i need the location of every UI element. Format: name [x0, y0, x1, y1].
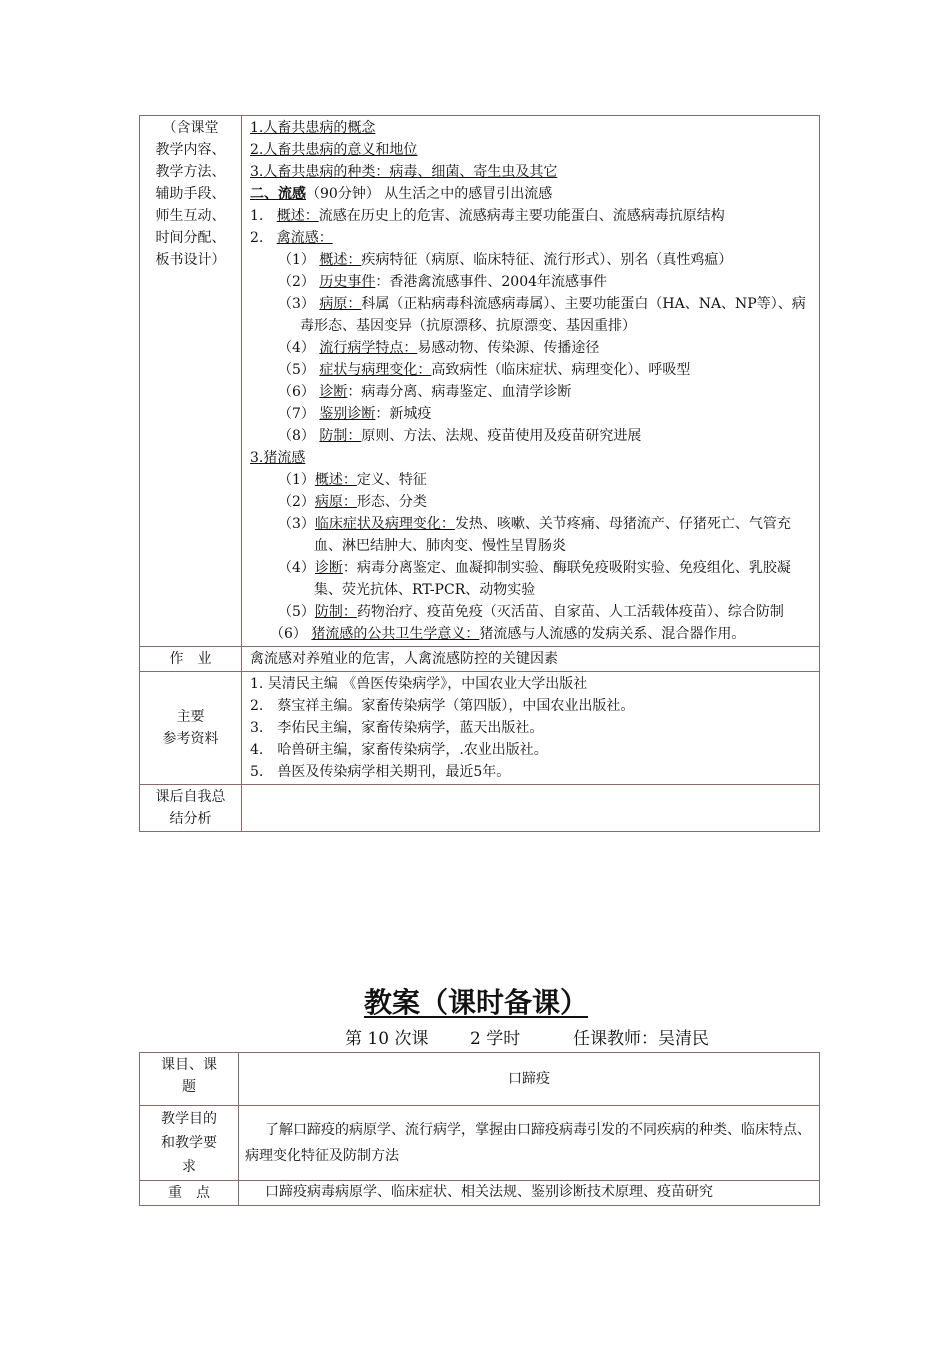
- goal-label: 和教学要: [161, 1135, 217, 1151]
- lesson-hours: 2 学时: [470, 1029, 521, 1049]
- homework-label: 作 业: [140, 647, 242, 672]
- topic-label: 课目、课: [161, 1057, 217, 1073]
- key-points-text: 口蹄疫病毒病原学、临床症状、相关法规、鉴别诊断技术原理、疫苗研究: [239, 1181, 820, 1206]
- references-label-cell: [140, 672, 242, 785]
- content-label-line: 教学内容、: [155, 142, 226, 158]
- item-heading: 禽流感：: [276, 230, 333, 246]
- sub-heading: 流行病学特点：: [319, 340, 418, 356]
- sub-text: 药物治疗、疫苗免疫（灭活苗、自家苗、人工活载体疫苗）、综合防制: [356, 604, 784, 620]
- sub-heading: 防制：: [319, 428, 362, 444]
- sub-text: 高致病性（临床症状、病理变化）、呼吸型: [431, 362, 691, 378]
- content-label-line: 教学方法、: [155, 164, 226, 180]
- sub-text: 发热、咳嗽、关节疼痛、母猪流产、仔猪死亡、气管充血、淋巴结肿大、肺肉变、慢性呈胃肠炎: [314, 516, 791, 554]
- item-heading: 概述：: [276, 208, 319, 224]
- self-analysis-body: [242, 785, 820, 832]
- sub-text: 形态、分类: [356, 494, 427, 510]
- homework-text: 禽流感对养殖业的危害，人禽流感防控的关键因素: [242, 647, 820, 672]
- lesson-content-table: [139, 115, 820, 832]
- sub-number: （4）: [278, 340, 315, 356]
- sub-number: （5）: [278, 604, 315, 620]
- item-number: 1.: [250, 208, 264, 224]
- sub-text: ：香港禽流感事件、2004年流感事件: [375, 274, 608, 290]
- sub-number: （8）: [278, 428, 315, 444]
- references-list: [242, 672, 820, 785]
- teacher-name: 任课教师：吴清民: [573, 1029, 709, 1049]
- sub-heading: 防制：: [314, 604, 357, 620]
- sub-text: 科属（正粘病毒科流感病毒属）、主要功能蛋白（HA、NA、NP等）、病毒形态、基因变异（抗原漂移、抗原漂变、基因重排）: [300, 296, 806, 334]
- goal-text: 了解口蹄疫的病原学、流行病学，掌握由口蹄疫病毒引发的不同疾病的种类、临床特点、病理变化特征及防制方法: [239, 1106, 820, 1181]
- item-text: 流感在历史上的危害、流感病毒主要功能蛋白、流感病毒抗原结构: [318, 208, 725, 224]
- sub-number: （6）: [278, 384, 315, 400]
- outline-item: 3.人畜共患病的种类：病毒、细菌、寄生虫及其它: [250, 164, 558, 180]
- sub-heading: 概述：: [319, 252, 362, 268]
- sub-number: （2）: [278, 494, 315, 510]
- topic-label: 题: [182, 1079, 196, 1095]
- sub-number: （3）: [278, 516, 315, 532]
- sub-number: （7）: [278, 406, 315, 422]
- sub-heading: 临床症状及病理变化：: [314, 516, 455, 532]
- sub-text: 易感动物、传染源、传播途径: [417, 340, 600, 356]
- goal-label-cell: [140, 1106, 239, 1181]
- outline-item: 2.人畜共患病的意义和地位: [250, 142, 418, 158]
- key-points-label: 重 点: [140, 1181, 239, 1206]
- content-label-line: 时间分配、: [155, 230, 226, 246]
- sub-heading: 历史事件: [319, 274, 376, 290]
- content-label-cell: [140, 116, 242, 647]
- goal-label: 教学目的: [161, 1111, 217, 1127]
- sub-heading: 鉴别诊断: [319, 406, 376, 422]
- lesson-plan-table: [139, 1052, 820, 1206]
- homework-row: [140, 647, 820, 672]
- sub-number: （1）: [278, 472, 315, 488]
- sub-number: （2）: [278, 274, 315, 290]
- content-body-cell: [242, 116, 820, 647]
- sub-heading: 诊断: [319, 384, 348, 400]
- references-label: 参考资料: [162, 731, 219, 747]
- sub-heading: 病原：: [319, 296, 362, 312]
- reference-item: 2. 蔡宝祥主编。家畜传染病学（第四版），中国农业出版社。: [250, 698, 635, 714]
- reference-item: 1. 吴清民主编 《兽医传染病学》，中国农业大学出版社: [250, 676, 588, 692]
- sub-heading: 诊断: [314, 560, 343, 576]
- references-row: [140, 672, 820, 785]
- section-heading-note: （90分钟） 从生活之中的感冒引出流感: [306, 186, 553, 202]
- sub-number: （3）: [278, 296, 315, 312]
- sub-text: ：病毒分离、病毒鉴定、血清学诊断: [347, 384, 572, 400]
- outline-item: 1.人畜共患病的概念: [250, 120, 376, 136]
- item-number: 2.: [250, 230, 264, 246]
- lesson-number: 第 10 次课: [345, 1029, 429, 1049]
- topic-label-cell: [140, 1053, 239, 1106]
- content-label-line: 板书设计）: [155, 252, 226, 268]
- goal-label: 求: [182, 1159, 196, 1175]
- content-label-line: 辅助手段、: [155, 186, 226, 202]
- self-analysis-label: 课后自我总: [155, 789, 226, 805]
- page-title: 教案（课时备课）: [363, 986, 588, 1019]
- sub-heading: 症状与病理变化：: [319, 362, 432, 378]
- sub-text: ：病毒分离鉴定、血凝抑制实验、酶联免疫吸附实验、免疫组化、乳胶凝集、荧光抗体、RT-PCR、动物实验: [314, 560, 791, 598]
- section-heading: 二、流感: [250, 186, 306, 202]
- reference-item: 3. 李佑民主编，家畜传染病学，蓝天出版社。: [250, 720, 544, 736]
- sub-number: （4）: [278, 560, 315, 576]
- sub-text: 定义、特征: [356, 472, 427, 488]
- content-label-line: （含课堂: [162, 120, 219, 136]
- content-row: [140, 116, 820, 647]
- sub-number: （6）: [270, 626, 307, 642]
- sub-heading: 猪流感的公共卫生学意义：: [311, 626, 480, 642]
- references-label: 主要: [176, 709, 205, 725]
- sub-number: （1）: [278, 252, 315, 268]
- self-analysis-row: [140, 785, 820, 832]
- content-label-line: 师生互动、: [155, 208, 226, 224]
- item-heading: 3.猪流感: [250, 450, 306, 466]
- topic-value: 口蹄疫: [239, 1053, 820, 1106]
- topic-row: [140, 1053, 820, 1106]
- sub-heading: 病原：: [314, 494, 357, 510]
- self-analysis-label: 结分析: [169, 811, 212, 827]
- sub-text: 原则、方法、法规、疫苗使用及疫苗研究进展: [361, 428, 642, 444]
- sub-text: 疾病特征（病原、临床特征、流行形式）、别名（真性鸡瘟）: [361, 252, 733, 268]
- sub-text: ：新城疫: [375, 406, 432, 422]
- sub-heading: 概述：: [314, 472, 357, 488]
- goal-row: [140, 1106, 820, 1181]
- key-points-row: [140, 1181, 820, 1206]
- sub-text: 猪流感与人流感的发病关系、混合器作用。: [479, 626, 746, 642]
- reference-item: 5. 兽医及传染病学相关期刊，最近5年。: [250, 764, 511, 780]
- sub-number: （5）: [278, 362, 315, 378]
- reference-item: 4. 哈兽研主编，家畜传染病学，.农业出版社。: [250, 742, 548, 758]
- self-analysis-label-cell: [140, 785, 242, 832]
